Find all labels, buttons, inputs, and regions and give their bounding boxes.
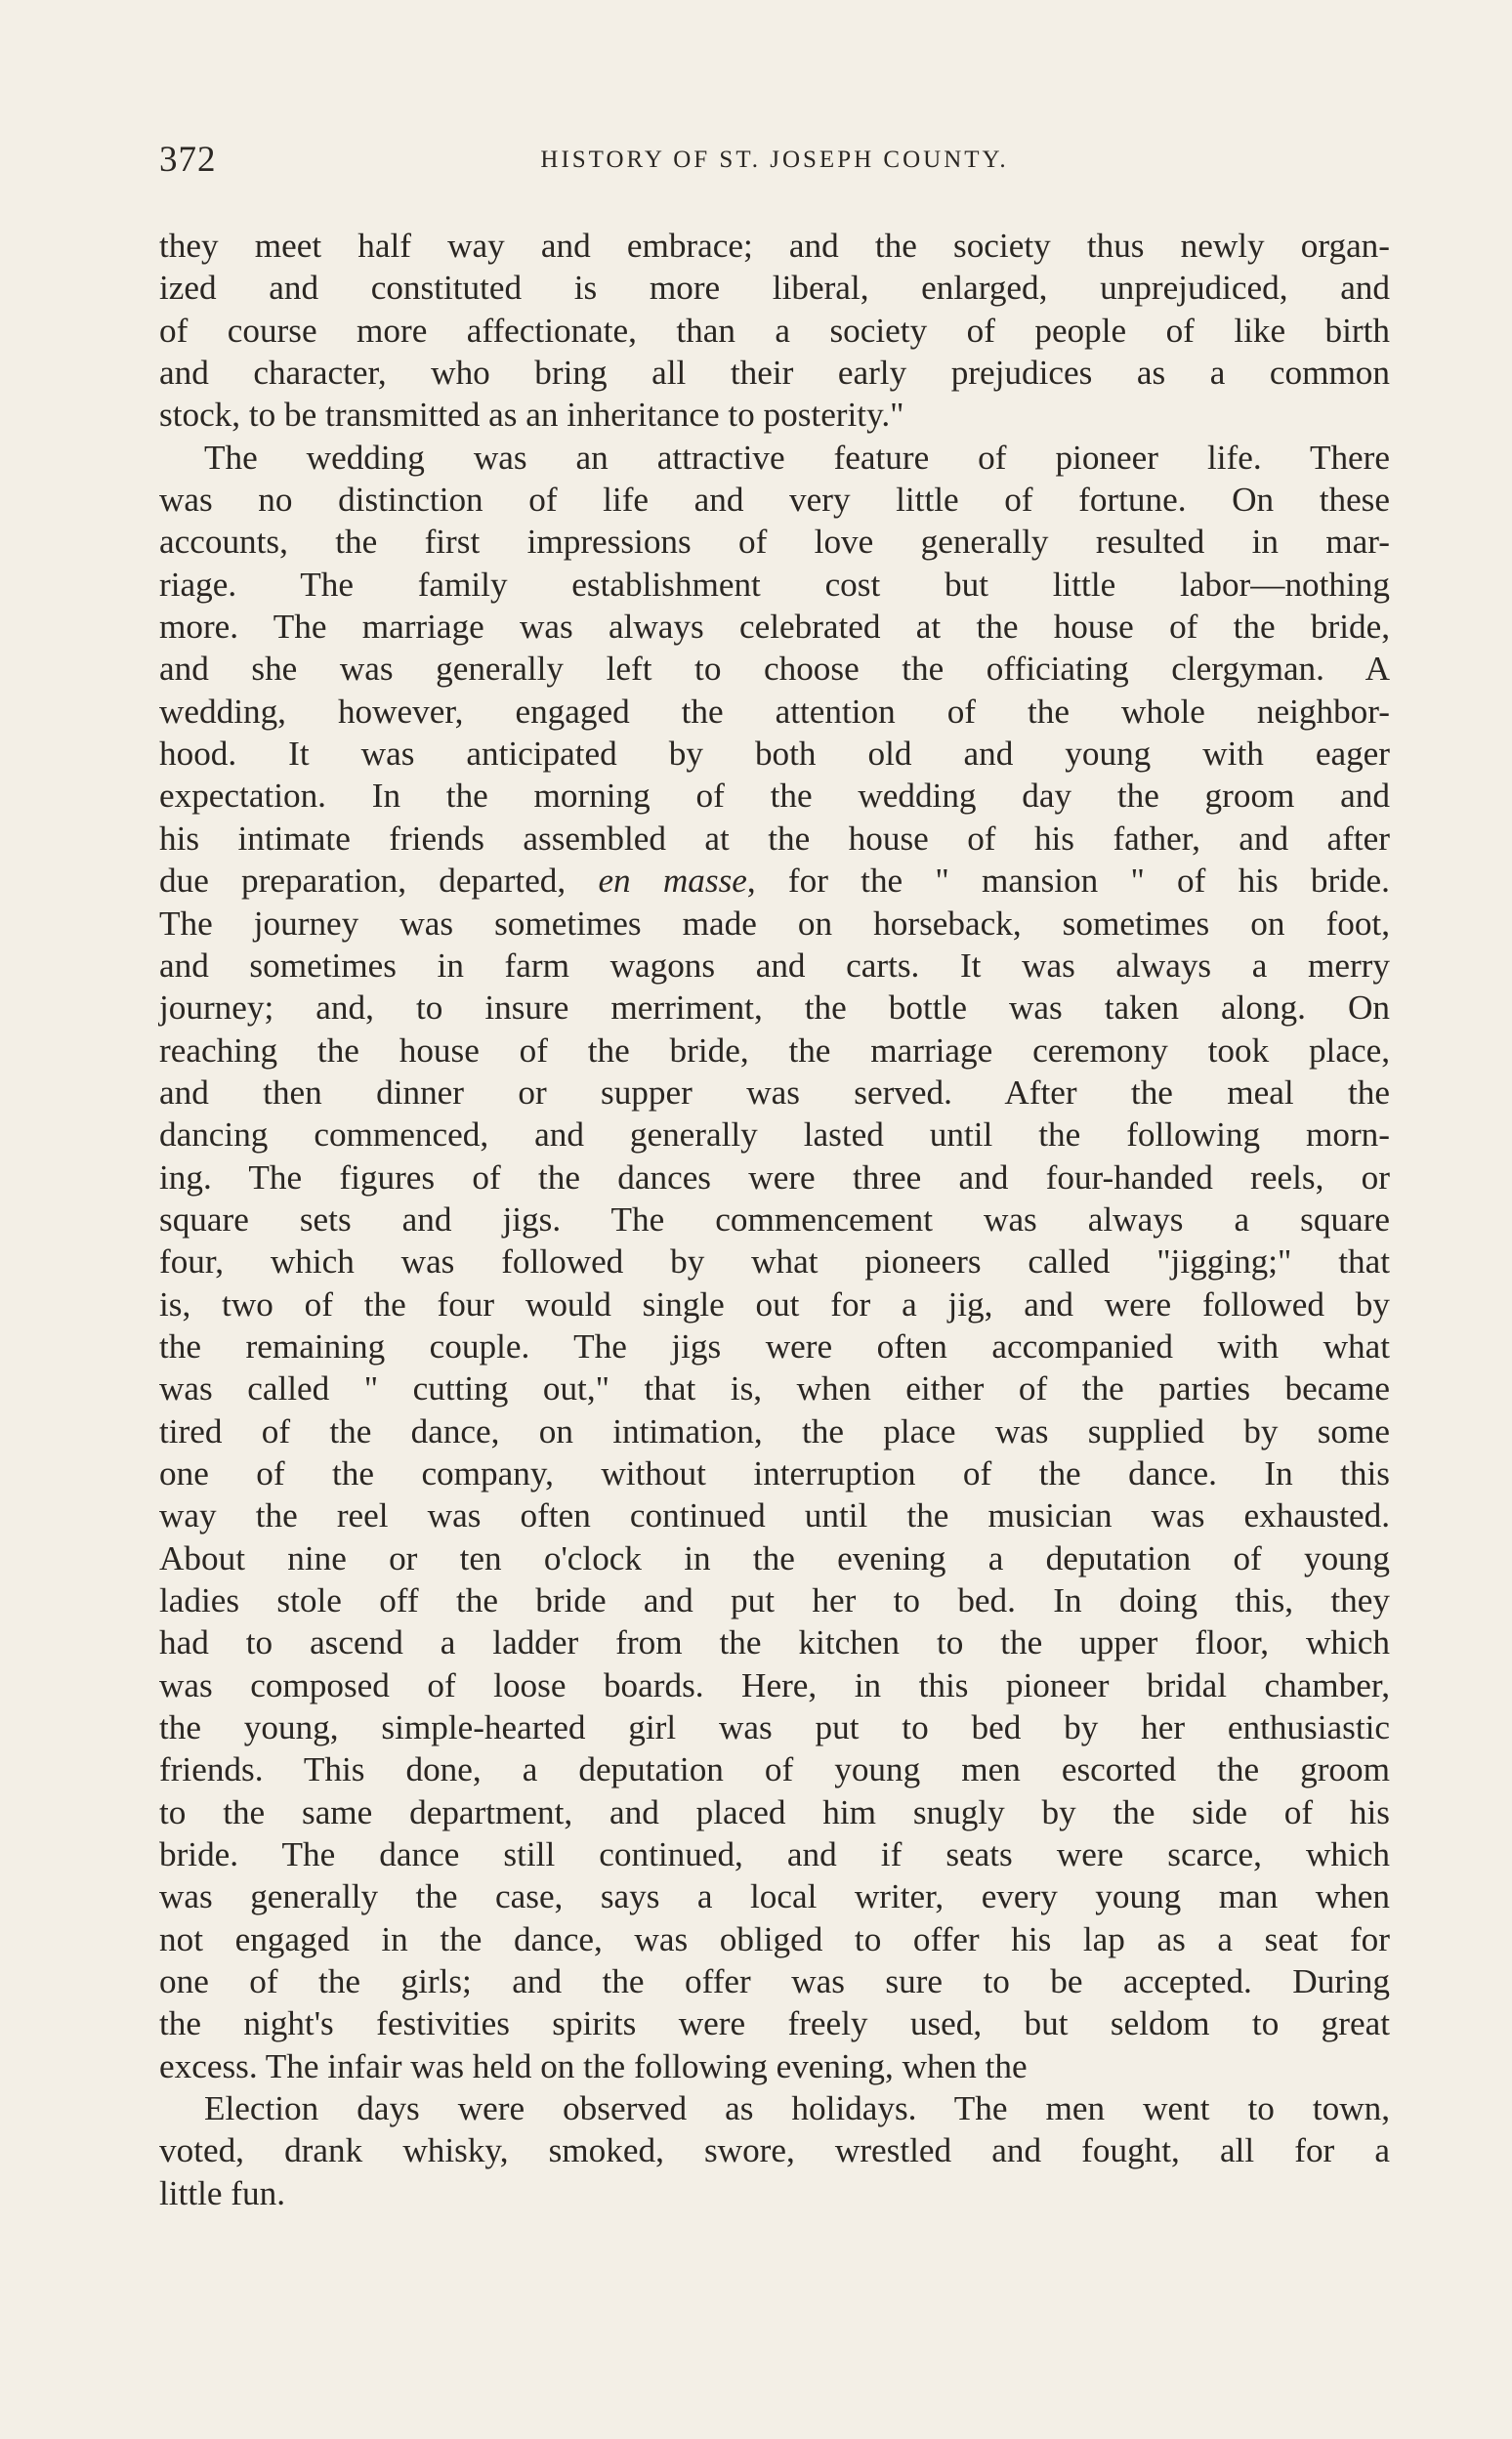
running-head — [159, 139, 1390, 186]
text-line: ized and constituted is more liberal, enlarged, unprejudiced, and — [159, 269, 1390, 308]
text-line: riage. The family establishment cost but little labor—nothing — [159, 565, 1390, 604]
text-line: was called " cutting out," that is, when either of the parties became — [159, 1369, 1390, 1409]
text-line: hood. It was anticipated by both old and young with eager — [159, 735, 1390, 774]
text-line: dancing commenced, and generally lasted until the following morn- — [159, 1115, 1390, 1155]
text-line: bride. The dance still continued, and if seats were scarce, which — [159, 1835, 1390, 1874]
text-line: accounts, the first impressions of love generally resulted in mar- — [159, 523, 1390, 562]
text-line: voted, drank whisky, smoked, swore, wrestled and fought, all for a — [159, 2131, 1390, 2170]
italic-phrase: en masse — [598, 862, 747, 901]
text-line: had to ascend a ladder from the kitchen to the upper floor, which — [159, 1623, 1390, 1662]
text-line: they meet half way and embrace; and the society thus newly organ- — [159, 227, 1390, 265]
text-line: one of the girls; and the offer was sure to be accepted. During — [159, 1962, 1390, 2001]
text-line: ladies stole off the bride and put her to bed. In doing this, they — [159, 1581, 1390, 1619]
text-segment: , for the " mansion " of his bride. — [746, 862, 1390, 901]
text-segment: due preparation, departed, — [159, 862, 599, 901]
text-line: way the reel was often continued until the musician was exhausted. — [159, 1496, 1390, 1535]
text-line: the night's festivities spirits were freely used, but seldom to great — [159, 2004, 1390, 2043]
text-line: more. The marriage was always celebrated at the house of the bride, — [159, 608, 1390, 647]
running-title: HISTORY OF ST. JOSEPH COUNTY. — [540, 147, 1009, 173]
text-line: ing. The figures of the dances were three and four-handed reels, or — [159, 1157, 1390, 1197]
text-line: and then dinner or supper was served. After the meal the — [159, 1072, 1390, 1112]
text-line: expectation. In the morning of the wedding day the groom and — [159, 777, 1390, 816]
body-text — [159, 225, 1390, 2214]
text-line: the young, simple-hearted girl was put to bed by her enthusiastic — [159, 1708, 1390, 1747]
text-line: was no distinction of life and very little of fortune. On these — [159, 481, 1390, 520]
text-line: was composed of loose boards. Here, in this pioneer bridal chamber, — [159, 1665, 1390, 1704]
text-line: and character, who bring all their early prejudices as a common — [159, 354, 1390, 393]
text-line: of course more affectionate, than a society of people of like birth — [159, 311, 1390, 350]
text-line: and she was generally left to choose the officiating clergyman. A — [159, 650, 1390, 689]
text-line: journey; and, to insure merriment, the bottle was taken along. On — [159, 988, 1390, 1028]
text-line: wedding, however, engaged the attention of the whole neighbor- — [159, 692, 1390, 731]
text-line: About nine or ten o'clock in the evening a deputation of young — [159, 1538, 1390, 1577]
text-line: The wedding was an attractive feature of pioneer life. There — [204, 438, 1390, 477]
text-line: the remaining couple. The jigs were often accompanied with what — [159, 1326, 1390, 1366]
text-line: four, which was followed by what pioneers called "jigging;" that — [159, 1242, 1390, 1282]
text-line: excess. The infair was held on the following evening, when the — [159, 2046, 1028, 2085]
text-line-en-masse — [159, 860, 1390, 902]
text-line: and sometimes in farm wagons and carts. It was always a merry — [159, 946, 1390, 985]
text-line: was generally the case, says a local writer, every young man when — [159, 1877, 1390, 1916]
text-line: to the same department, and placed him snugly by the side of his — [159, 1792, 1390, 1831]
text-line: not engaged in the dance, was obliged to offer his lap as a seat for — [159, 1919, 1390, 1958]
page-number: 372 — [159, 140, 217, 180]
text-line: his intimate friends assembled at the house of his father, and after — [159, 819, 1390, 858]
text-line: square sets and jigs. The commencement was always a square — [159, 1199, 1390, 1239]
text-line: tired of the dance, on intimation, the place was supplied by some — [159, 1411, 1390, 1451]
text-line: stock, to be transmitted as an inheritance to posterity." — [159, 396, 904, 435]
text-line: is, two of the four would single out for a jig, and were followed by — [159, 1284, 1390, 1324]
text-line: reaching the house of the bride, the marriage ceremony took place, — [159, 1030, 1390, 1070]
text-line: The journey was sometimes made on horseback, sometimes on foot, — [159, 904, 1390, 943]
text-line: one of the company, without interruption of the dance. In this — [159, 1453, 1390, 1493]
text-line: Election days were observed as holidays. The men went to town, — [204, 2089, 1390, 2128]
text-line: friends. This done, a deputation of young men escorted the groom — [159, 1750, 1390, 1789]
text-line: little fun. — [159, 2173, 285, 2212]
